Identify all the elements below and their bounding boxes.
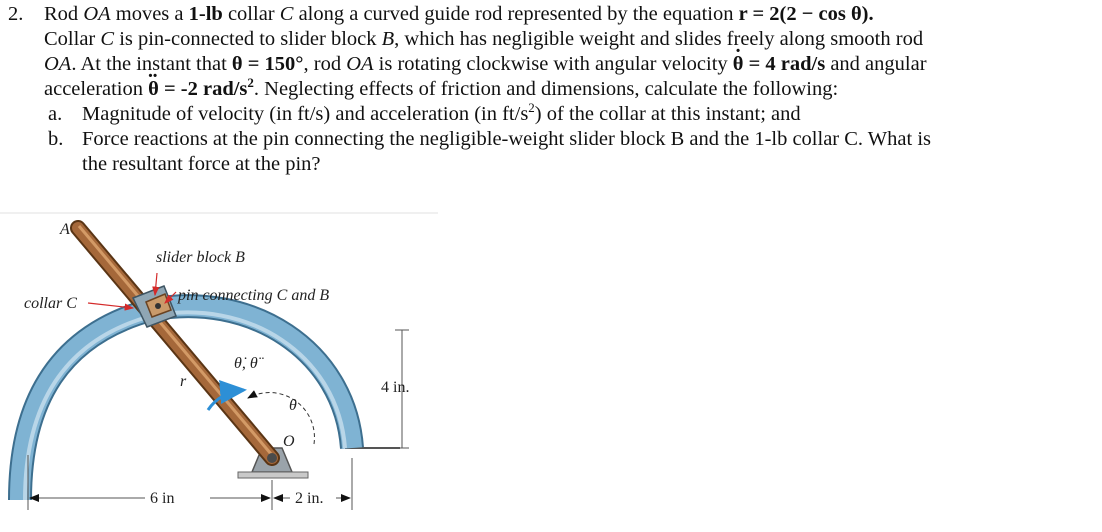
pin [155, 303, 161, 309]
text-bold: θ = 150° [231, 53, 304, 75]
label-4in: 4 in. [381, 379, 410, 396]
label-2in: 2 in. [295, 490, 324, 507]
pivot-base [238, 472, 308, 478]
text-bold: = 4 rad/s [743, 53, 826, 75]
text: is rotating clockwise with angular velocity [373, 53, 733, 75]
text: the resultant force at the pin? [82, 153, 321, 175]
problem-number: 2. [8, 3, 24, 25]
text: ) of the collar at this instant; and [534, 103, 801, 125]
label-collar: collar C [24, 295, 77, 312]
theta-dot-symbol: · θ [733, 52, 744, 77]
text: , rod [303, 53, 347, 75]
item-b [0, 127, 1100, 152]
text-italic: C [100, 28, 115, 50]
text-bold: = -2 rad/s [158, 78, 248, 100]
label-pin: pin connecting C and B [178, 287, 330, 304]
text-italic: OA [44, 53, 72, 75]
item-b-label: b. [48, 128, 64, 150]
label-6in: 6 in [150, 490, 175, 507]
text: is pin-connected to slider block [114, 28, 382, 50]
text-italic: OA [83, 3, 111, 25]
equation: r = 2(2 − cos θ). [738, 3, 874, 25]
theta-ddot-symbol: ·· θ [148, 77, 159, 102]
curved-guide-rod [20, 306, 352, 500]
text: Magnitude of velocity (in ft/s) and acceleration (in ft/s [82, 103, 529, 125]
text: Rod [44, 3, 84, 25]
superscript: 2 [247, 75, 254, 91]
problem-line-3 [0, 52, 1100, 77]
item-b-continued [0, 152, 1100, 177]
label-slider-block: slider block B [156, 249, 245, 266]
superscript: 2 [528, 100, 535, 116]
problem-line-1 [0, 2, 1100, 27]
text: along a curved guide rod represented by the equation [293, 3, 739, 25]
text: , which has negligible weight and slides freely along smooth rod [394, 28, 924, 50]
text: collar [222, 3, 280, 25]
label-theta-derivatives: θ̇, θ̈ [234, 355, 258, 372]
text: and angular [825, 53, 927, 75]
problem-line-4 [0, 77, 1100, 102]
text: acceleration [44, 78, 149, 100]
text-italic: C [279, 3, 294, 25]
text-bold: 1-lb [188, 3, 223, 25]
label-r: r [180, 373, 187, 390]
text: Collar [44, 28, 101, 50]
text: Force reactions at the pin connecting the negligible-weight slider block B and the 1-lb collar C. What is [82, 128, 931, 150]
text: moves a [110, 3, 189, 25]
text-italic: OA [346, 53, 374, 75]
item-a [0, 102, 1100, 127]
text: . Neglecting effects of friction and dimensions, calculate the following: [253, 78, 839, 100]
problem-line-2 [0, 27, 1100, 52]
label-theta: θ [289, 397, 297, 414]
item-a-label: a. [48, 103, 63, 125]
text: . At the instant that [71, 53, 232, 75]
label-a: A [60, 221, 70, 238]
problem-statement [0, 2, 1100, 177]
pivot-pin [267, 453, 277, 463]
text-italic: B [381, 28, 395, 50]
label-o: O [283, 433, 295, 450]
mechanism-figure [0, 210, 1102, 532]
